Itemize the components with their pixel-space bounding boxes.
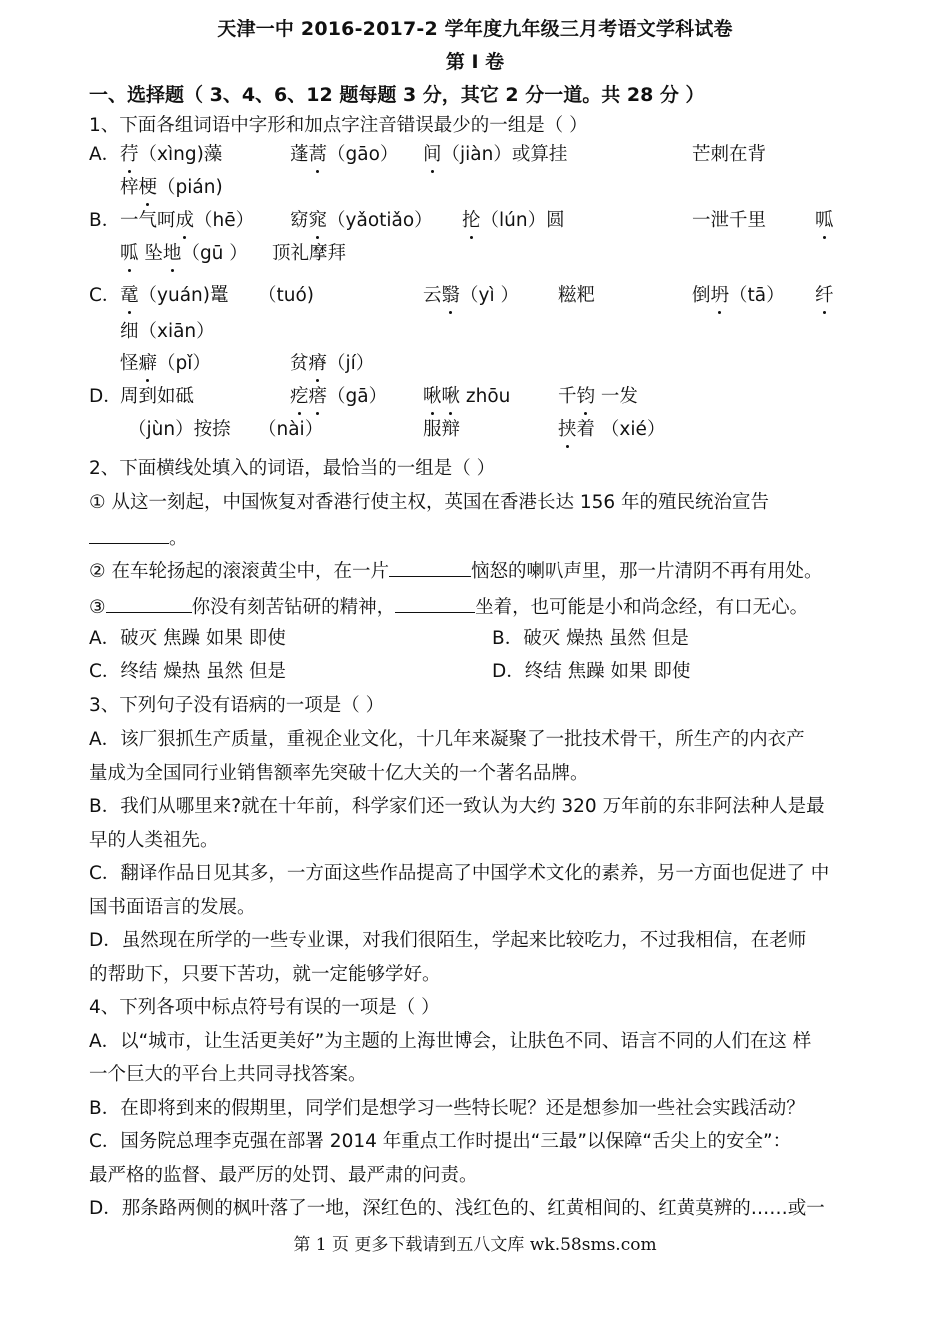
q1-d-item-6: 服辩 xyxy=(423,419,461,440)
q2-sentence-2: ② 在车轮扬起的滚滚黄尘中，在一片 恼怒的喇叭声里，那一片清阴不再有用处。 xyxy=(89,558,822,584)
q3-option-b-line-2: 早的人类祖先。 xyxy=(89,830,219,851)
q2-sentence-1: ① 从这一刻起，中国恢复对香港行使主权，英国在香港长达 156 年的殖民统治宣告 xyxy=(89,492,770,513)
q1-c-item-1: 鼋（yuán)鼍 xyxy=(120,285,229,306)
section-heading: 一、选择题（ 3、4、6、12 题每题 3 分，其它 2 分一道。共 28 分 ） xyxy=(89,84,705,106)
q1-option-b-label: B． xyxy=(89,210,121,231)
q3-option-c-line-1: C．翻译作品日见其多，一方面这些作品提高了中国学术文化的素养，另一方面也促进了 中 xyxy=(89,863,830,884)
q4-option-a-line-2: 一个巨大的平台上共同寻找答案。 xyxy=(89,1064,367,1085)
q3-option-a-line-1: A．该厂狠抓生产质量，重视企业文化，十几年来凝聚了一批技术骨干，所生产的内衣产 xyxy=(89,729,805,750)
q1-b-item-5a: 呱 xyxy=(815,210,834,231)
q1-d-item-1: 周到如砥 xyxy=(120,386,195,407)
q1-a-item-3: 间（jiàn）或算挂 xyxy=(423,144,568,165)
volume-label: 第 I 卷 xyxy=(445,51,505,73)
q1-c-item-4: 倒坍（tā） xyxy=(692,285,785,306)
page-footer: 第 1 页 更多下载请到五八文库 wk.58sms.com xyxy=(293,1235,657,1255)
q1-d-item-7: 挟着 （xié） xyxy=(558,419,666,440)
q1-d-item-2: 疙瘩（gā） xyxy=(290,386,388,407)
q1-stem: 1、下面各组词语中字形和加点字注音错误最少的一组是（ ） xyxy=(89,115,588,136)
q2-option-a: A．破灭 焦躁 如果 即使 xyxy=(89,628,286,649)
q2-option-c: C．终结 燥热 虽然 但是 xyxy=(89,661,287,682)
q1-c-item-3: 糍粑 xyxy=(558,285,596,306)
q1-c-item-5b: 细（xiān） xyxy=(120,321,215,342)
q1-b-item-1: 一气呵成（hē） xyxy=(120,210,255,231)
q1-c-item-7: 贫瘠（jí） xyxy=(290,353,375,374)
q1-b-item-3: 抡（lún）圆 xyxy=(462,210,565,231)
q1-c-item-5a: 纤 xyxy=(815,285,834,306)
q3-option-d-line-2: 的帮助下，只要下苦功，就一定能够学好。 xyxy=(89,964,441,985)
q3-option-c-line-2: 国书面语言的发展。 xyxy=(89,897,256,918)
q1-b-item-4: 一泄千里 xyxy=(692,210,767,231)
q1-c-item-1b: （tuó) xyxy=(258,285,315,306)
q1-b-item-5b: 呱 坠地（gū ） xyxy=(120,243,248,264)
q3-option-d-line-1: D．虽然现在所学的一些专业课，对我们很陌生，学起来比较吃力，不过我相信，在老师 xyxy=(89,930,807,951)
q1-c-item-6: 怪癖（pǐ） xyxy=(120,353,211,374)
exam-title: 天津一中 2016-2017-2 学年度九年级三月考语文学科试卷 xyxy=(217,18,733,40)
q1-c-item-2: 云翳（yì ） xyxy=(423,285,520,306)
q1-a-item-2: 蓬蒿（gāo） xyxy=(290,144,399,165)
q4-option-b-line-1: B．在即将到来的假期里，同学们是想学习一些特长呢？还是想参加一些社会实践活动？ xyxy=(89,1098,805,1119)
q1-option-c-label: C． xyxy=(89,285,121,306)
q3-option-b-line-1: B．我们从哪里来?就在十年前，科学家们还一致认为大约 320 万年前的东非阿法种人是最 xyxy=(89,796,825,817)
q1-b-item-6: 顶礼摩拜 xyxy=(272,243,347,264)
q1-d-item-5b: （nài） xyxy=(258,419,324,440)
q1-a-item-4: 芒刺在背 xyxy=(692,144,767,165)
q4-option-a-line-1: A．以“城市，让生活更美好”为主题的上海世博会，让肤色不同、语言不同的人们在这 样 xyxy=(89,1031,812,1052)
q2-option-d: D．终结 焦躁 如果 即使 xyxy=(492,661,691,682)
q1-b-item-2: 窈窕（yǎotiǎo） xyxy=(290,210,433,231)
q1-option-d-label: D． xyxy=(89,386,122,407)
q1-d-item-4: 千钧 一发 xyxy=(558,386,638,407)
q2-option-b: B．破灭 燥热 虽然 但是 xyxy=(492,628,689,649)
q2-sentence-3: ③ 你没有刻苦钻研的精神， 坐着，也可能是小和尚念经，有口无心。 xyxy=(89,594,808,620)
q4-option-c-line-1: C．国务院总理李克强在部署 2014 年重点工作时提出“三最”以保障“舌尖上的安全”： xyxy=(89,1131,792,1152)
q3-stem: 3、下列句子没有语病的一项是（ ） xyxy=(89,695,385,716)
q1-a-item-5: 梓梗（pián) xyxy=(120,177,223,198)
q1-d-item-5: （jùn）按捺 xyxy=(128,419,231,440)
q4-option-c-line-2: 最严格的监督、最严厉的处罚、最严肃的问责。 xyxy=(89,1165,478,1186)
q3-option-a-line-2: 量成为全国同行业销售额率先突破十亿大关的一个著名品牌。 xyxy=(89,763,589,784)
q2-sentence-1-end: 。 xyxy=(89,525,188,551)
q1-a-item-1: 荇（xìng)藻 xyxy=(120,144,223,165)
q1-d-item-3: 啾啾 zhōu xyxy=(423,386,511,407)
q1-option-a-label: A． xyxy=(89,144,121,165)
q4-stem: 4、下列各项中标点符号有误的一项是（ ） xyxy=(89,997,440,1018)
q4-option-d-line-1: D．那条路两侧的枫叶落了一地，深红色的、浅红色的、红黄相间的、红黄莫辨的……或一 xyxy=(89,1198,825,1219)
q2-stem: 2、下面横线处填入的词语，最恰当的一组是（ ） xyxy=(89,458,496,479)
